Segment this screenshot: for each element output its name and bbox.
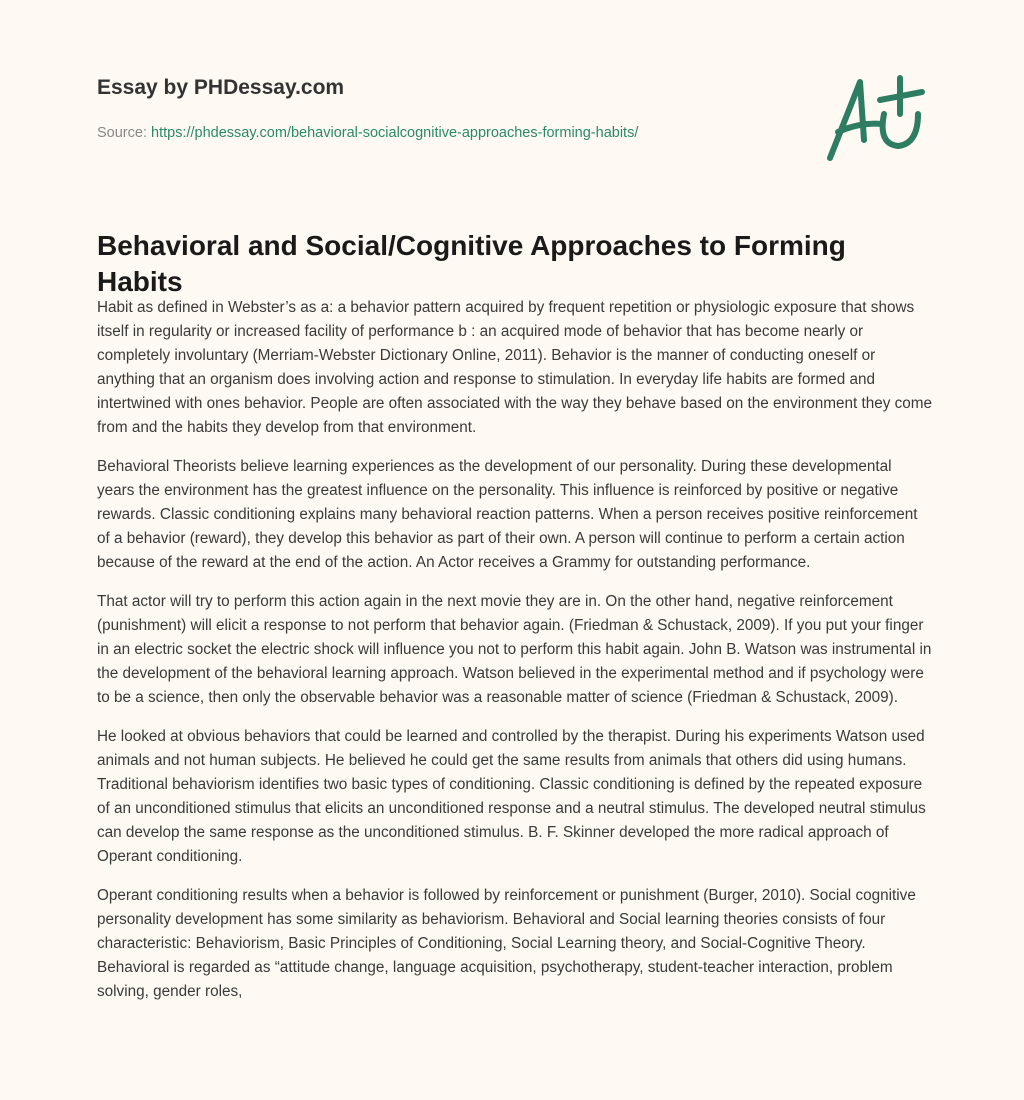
paragraph: Habit as defined in Webster’s as a: a behavior pattern acquired by frequent repetition or physiologic exposure that shows itself in regularity or increased facility of performance b : an acquired mode of behavior that has become nearly or completely involuntary (Merriam-Webster Dictionary Online, 2011). Behavior is the manner of conducting oneself or anything that an organism does involving action and response to stimulation. In everyday life habits are formed and intertwined with ones behavior. People are often associated with the way they behave based on the environment they come from and the habits they develop from that environment. — [97, 299, 933, 436]
paragraph: Behavioral Theorists believe learning experiences as the development of our personality. During these developmental years the environment has the greatest influence on the personality. This influence is reinforced by positive or negative rewards. Classic conditioning explains many behavioral reaction patterns. When a person receives positive reinforcement of a behavior (reward), they develop this behavior as part of their own. A person will continue to perform a certain action because of the reward at the end of the action. An Actor receives a Grammy for outstanding performance. — [97, 458, 918, 571]
source-line — [97, 125, 638, 141]
source-label: Source: — [97, 125, 147, 141]
site-brand: Essay by PHDessay.com — [97, 76, 345, 99]
paragraph: Operant conditioning results when a behavior is followed by reinforcement or punishment (Burger, 2010). Social cognitive personality development has some similarity as behaviorism. Behavioral and Social learning theories consists of four characteristic: Behaviorism, Basic Principles of Conditioning, Social Learning theory, and Social-Cognitive Theory. Behavioral is regarded as “attitude change, language acquisition, psychotherapy, student-teacher interaction, problem solving, gender roles, — [97, 887, 916, 1000]
paragraph: That actor will try to perform this action again in the next movie they are in. On the other hand, negative reinforcement (punishment) will elicit a response to not perform that behavior again. (Friedman & Schustack, 2009). If you put your finger in an electric socket the electric shock will influence you not to perform this habit again. John B. Watson was instrumental in the development of the behavioral learning approach. Watson believed in the experimental method and if psychology were to be a science, then only the observable behavior was a reasonable matter of science (Friedman & Schustack, 2009). — [97, 593, 932, 706]
a-plus-logo-icon — [820, 70, 930, 165]
source-link[interactable]: https://phdessay.com/behavioral-socialcognitive-approaches-forming-habits/ — [151, 125, 639, 141]
paragraph: He looked at obvious behaviors that could be learned and controlled by the therapist. During his experiments Watson used animals and not human subjects. He believed he could get the same results from animals that others did using humans. Traditional behaviorism identifies two basic types of conditioning. Classic conditioning is defined by the repeated exposure of an unconditioned stimulus that elicits an unconditioned response and a neutral stimulus. The developed neutral stimulus can develop the same response as the unconditioned stimulus. B. F. Skinner developed the more radical approach of Operant conditioning. — [97, 728, 926, 865]
article-body — [97, 296, 933, 1019]
article-title: Behavioral and Social/Cognitive Approaches to Forming Habits — [97, 230, 846, 297]
